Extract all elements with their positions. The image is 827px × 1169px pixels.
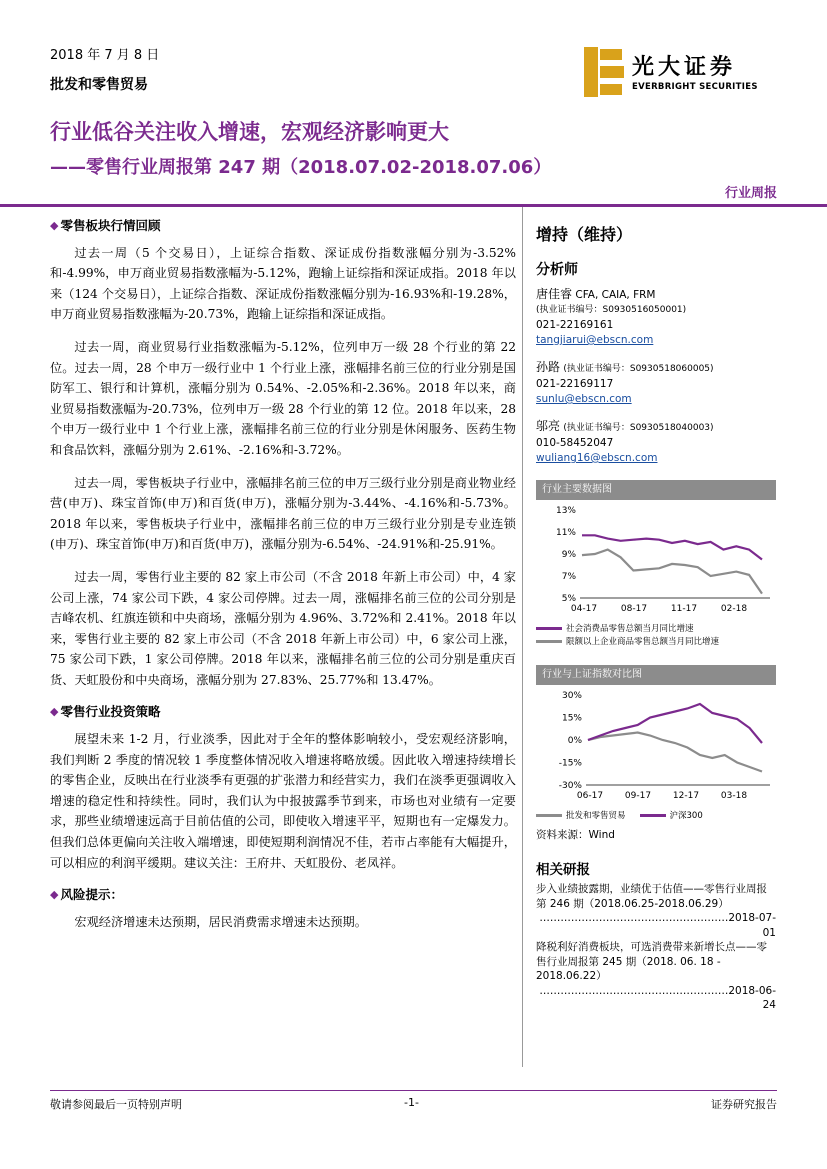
analyst-license: (执业证书编号：S0930518060005) [563, 364, 714, 374]
legend-swatch [536, 814, 562, 817]
x-tick-label: 04-17 [570, 604, 598, 614]
analyst-card [536, 360, 776, 407]
diamond-bullet-icon: ◆ [50, 219, 59, 232]
data-source: 资料来源：Wind [536, 829, 615, 841]
sidebar [536, 222, 776, 1013]
section-heading-risk [50, 885, 516, 906]
report-subtitle: ——零售行业周报第 247 期（2018.07.02-2018.07.06） [50, 157, 552, 178]
y-tick-label: 5% [561, 594, 576, 604]
index-comparison-chart [536, 685, 776, 807]
analyst-card [536, 287, 776, 348]
analyst-credentials: CFA, CAIA, FRM [575, 289, 656, 301]
analyst-phone: 010-58452047 [536, 437, 614, 449]
legend-item [536, 636, 776, 649]
related-report-link[interactable]: 步入业绩披露期，业绩优于估值——零售行业周报第 246 期（2018.06.25-2018.06.29） [536, 883, 767, 910]
report-type: 行业周报 [724, 186, 777, 201]
x-tick-label: 08-17 [620, 604, 648, 614]
y-tick-label: -30% [558, 781, 582, 791]
section-heading-market-review [50, 216, 516, 237]
y-tick-label: -15% [558, 758, 582, 769]
y-tick-label: 7% [561, 572, 576, 582]
y-tick-label: 30% [561, 691, 582, 701]
y-tick-label: 13% [555, 506, 576, 516]
analyst-email-link[interactable]: sunlu@ebscn.com [536, 393, 632, 405]
analyst-license: (执业证书编号：S0930518040003) [563, 423, 714, 433]
legend-item [536, 623, 776, 636]
analyst-email-link[interactable]: tangjiarui@ebscn.com [536, 334, 654, 346]
x-tick-label: 06-17 [576, 791, 604, 801]
analyst-name: 孙路 [536, 360, 561, 374]
sector-name: 批发和零售贸易 [50, 77, 148, 93]
footer-report-label: 证券研究报告 [711, 1098, 777, 1111]
header-divider [0, 204, 827, 207]
legend-swatch [640, 814, 666, 817]
legend-label: 社会消费品零售总额当月同比增速 [566, 624, 694, 634]
chart2-title: 行业与上证指数对比图 [536, 665, 776, 685]
analyst-phone: 021-22169117 [536, 378, 614, 390]
series-line [582, 550, 762, 594]
report-title: 行业低谷关注收入增速，宏观经济影响更大 [50, 120, 449, 144]
series-line [588, 733, 762, 772]
logo-english-name: EVERBRIGHT SECURITIES [632, 82, 758, 92]
diamond-bullet-icon: ◆ [50, 705, 59, 719]
legend-label: 限额以上企业商品零售总额当月同比增速 [566, 637, 720, 647]
related-report-link[interactable]: 降税利好消费板块，可选消费带来新增长点——零售行业周报第 245 期（2018. 06. 18 - 2018.06.22） [536, 941, 767, 982]
analyst-name: 唐佳睿 [536, 287, 573, 301]
chart1-legend [536, 623, 776, 649]
investment-rating: 增持（维持） [536, 225, 633, 244]
series-line [588, 704, 762, 743]
main-column [50, 216, 516, 944]
logo-chinese-name: 光大证券 [632, 54, 737, 80]
x-tick-label: 09-17 [624, 791, 652, 801]
section-heading-strategy [50, 702, 516, 723]
analyst-heading: 分析师 [536, 262, 578, 278]
related-research-heading: 相关研报 [536, 862, 590, 878]
page-number: -1- [404, 1096, 419, 1109]
series-line [582, 535, 762, 559]
legend-item [640, 810, 703, 823]
chart2-legend [536, 810, 776, 823]
y-tick-label: 0% [567, 736, 582, 746]
x-tick-label: 03-18 [720, 791, 748, 801]
logo-mark-icon [582, 47, 628, 97]
analyst-name: 邬亮 [536, 419, 561, 433]
legend-swatch [536, 627, 562, 630]
column-divider [522, 207, 523, 1067]
paragraph-risk: 宏观经济增速未达预期，居民消费需求增速未达预期。 [74, 914, 367, 929]
y-tick-label: 15% [561, 713, 582, 724]
industry-data-chart [536, 500, 776, 620]
section-title: 零售行业投资策略 [60, 704, 161, 720]
paragraph-sub-industry: 过去一周，零售板块子行业中，涨幅排名前三位的申万三级行业分别是商业物业经营(申万)、珠宝首饰(申万)和百货(申万)，涨幅分别为-3.44%、-4.16%和-5.73%。2018 年以来，零售板块子行业中，涨幅排名前三位的申万三级行业分别是专业连锁(申万)、珠宝首饰(申万)和百货(申万)，涨幅分别为-6.54%、-24.91%和-25.91%。 [50, 475, 516, 552]
footer-disclaimer: 敬请参阅最后一页特别声明 [50, 1098, 182, 1111]
y-tick-label: 11% [555, 528, 576, 538]
legend-item [536, 810, 626, 823]
paragraph-industry-ranking: 过去一周，商业贸易行业指数涨幅为-5.12%，位列申万一级 28 个行业的第 22 位。过去一周，28 个申万一级行业中 1 个行业上涨，涨幅排名前三位的行业分别是国防军工、银行和计算机，涨幅分别为 0.54%、-2.05%和-2.36%。2018 年以来，商业贸易指数涨幅为-20.73%，位列申万一级 28 个行业的第 12 位。2018 年以来，28 个申万一级行业中 1 个行业上涨，涨幅排名前三位的行业分别是休闲服务、医药生物和食品饮料，涨幅分别为 2.61%、-2.16%和-3.72%。 [50, 339, 516, 457]
x-tick-label: 12-17 [672, 791, 700, 801]
section-title: 零售板块行情回顾 [60, 218, 161, 233]
analyst-license: (执业证书编号：S0930516050001) [536, 305, 687, 315]
legend-swatch [536, 640, 562, 643]
related-report-date: ………………………………………………2018-06-24 [539, 984, 776, 1011]
diamond-bullet-icon: ◆ [50, 888, 59, 902]
related-report-date: ………………………………………………2018-07-01 [539, 912, 776, 939]
paragraph-strategy: 展望未来 1-2 月，行业淡季，因此对于全年的整体影响较小，受宏观经济影响，我们判断 2 季度的情况较 1 季度整体情况收入增速将略放缓。因此收入增速持续增长的零售企业，反映出在行业淡季有更强的扩张潜力和经营实力，我们在淡季更强调收入增速的稳定性和持续性。同时，我们认为中报披露季节到来，市场也对业绩有一定要求，那些业绩增速远高于目前估值的公司，即使收入增速平平，短期也有一定爆发力。但我们总体更偏向关注收入端增速，即使短期利润情况不佳，若市占率能有大幅提升，可以相应的利润平缓期。建议关注：王府井、天虹股份、老凤祥。 [50, 732, 516, 870]
footer-divider [50, 1090, 777, 1091]
section-title: 风险提示： [60, 887, 123, 903]
report-date: 2018 年 7 月 8 日 [50, 48, 160, 63]
chart1-title: 行业主要数据图 [536, 480, 776, 500]
related-research-list [536, 882, 776, 1013]
legend-label: 批发和零售贸易 [566, 811, 626, 821]
y-tick-label: 9% [561, 550, 576, 560]
paragraph-companies: 过去一周，零售行业主要的 82 家上市公司（不含 2018 年新上市公司）中，4 家公司上涨，74 家公司下跌，4 家公司停牌。过去一周，涨幅排名前三位的公司分别是吉峰农机、红旗连锁和中央商场，涨幅分别为 4.96%、3.72%和 2.41%。2018 年以来，零售行业主要的 82 家上市公司（不含 2018 年新上市公司）中，6 家公司上涨，75 家公司下跌，1 家公司停牌。2018 年以来，涨幅排名前三位的公司分别是重庆百货、天虹股份和中央商场，涨幅分别为 27.83%、25.77%和 13.47%。 [50, 569, 516, 687]
x-tick-label: 02-18 [720, 604, 748, 614]
analyst-card [536, 419, 776, 466]
legend-label: 沪深300 [669, 811, 703, 821]
analyst-email-link[interactable]: wuliang16@ebscn.com [536, 452, 658, 464]
paragraph-index-performance: 过去一周（5 个交易日），上证综合指数、深证成份指数涨幅分别为-3.52%和-4.99%，申万商业贸易指数涨幅为-5.12%，跑输上证综指和深证成指。2018 年以来（124 个交易日），上证综合指数、深证成份指数涨幅分别为-16.93%和-19.28%，申万商业贸易指数涨幅为-20.73%，跑输上证综指和深证成指。 [50, 245, 516, 322]
analyst-phone: 021-22169161 [536, 319, 614, 331]
x-tick-label: 11-17 [670, 604, 698, 614]
